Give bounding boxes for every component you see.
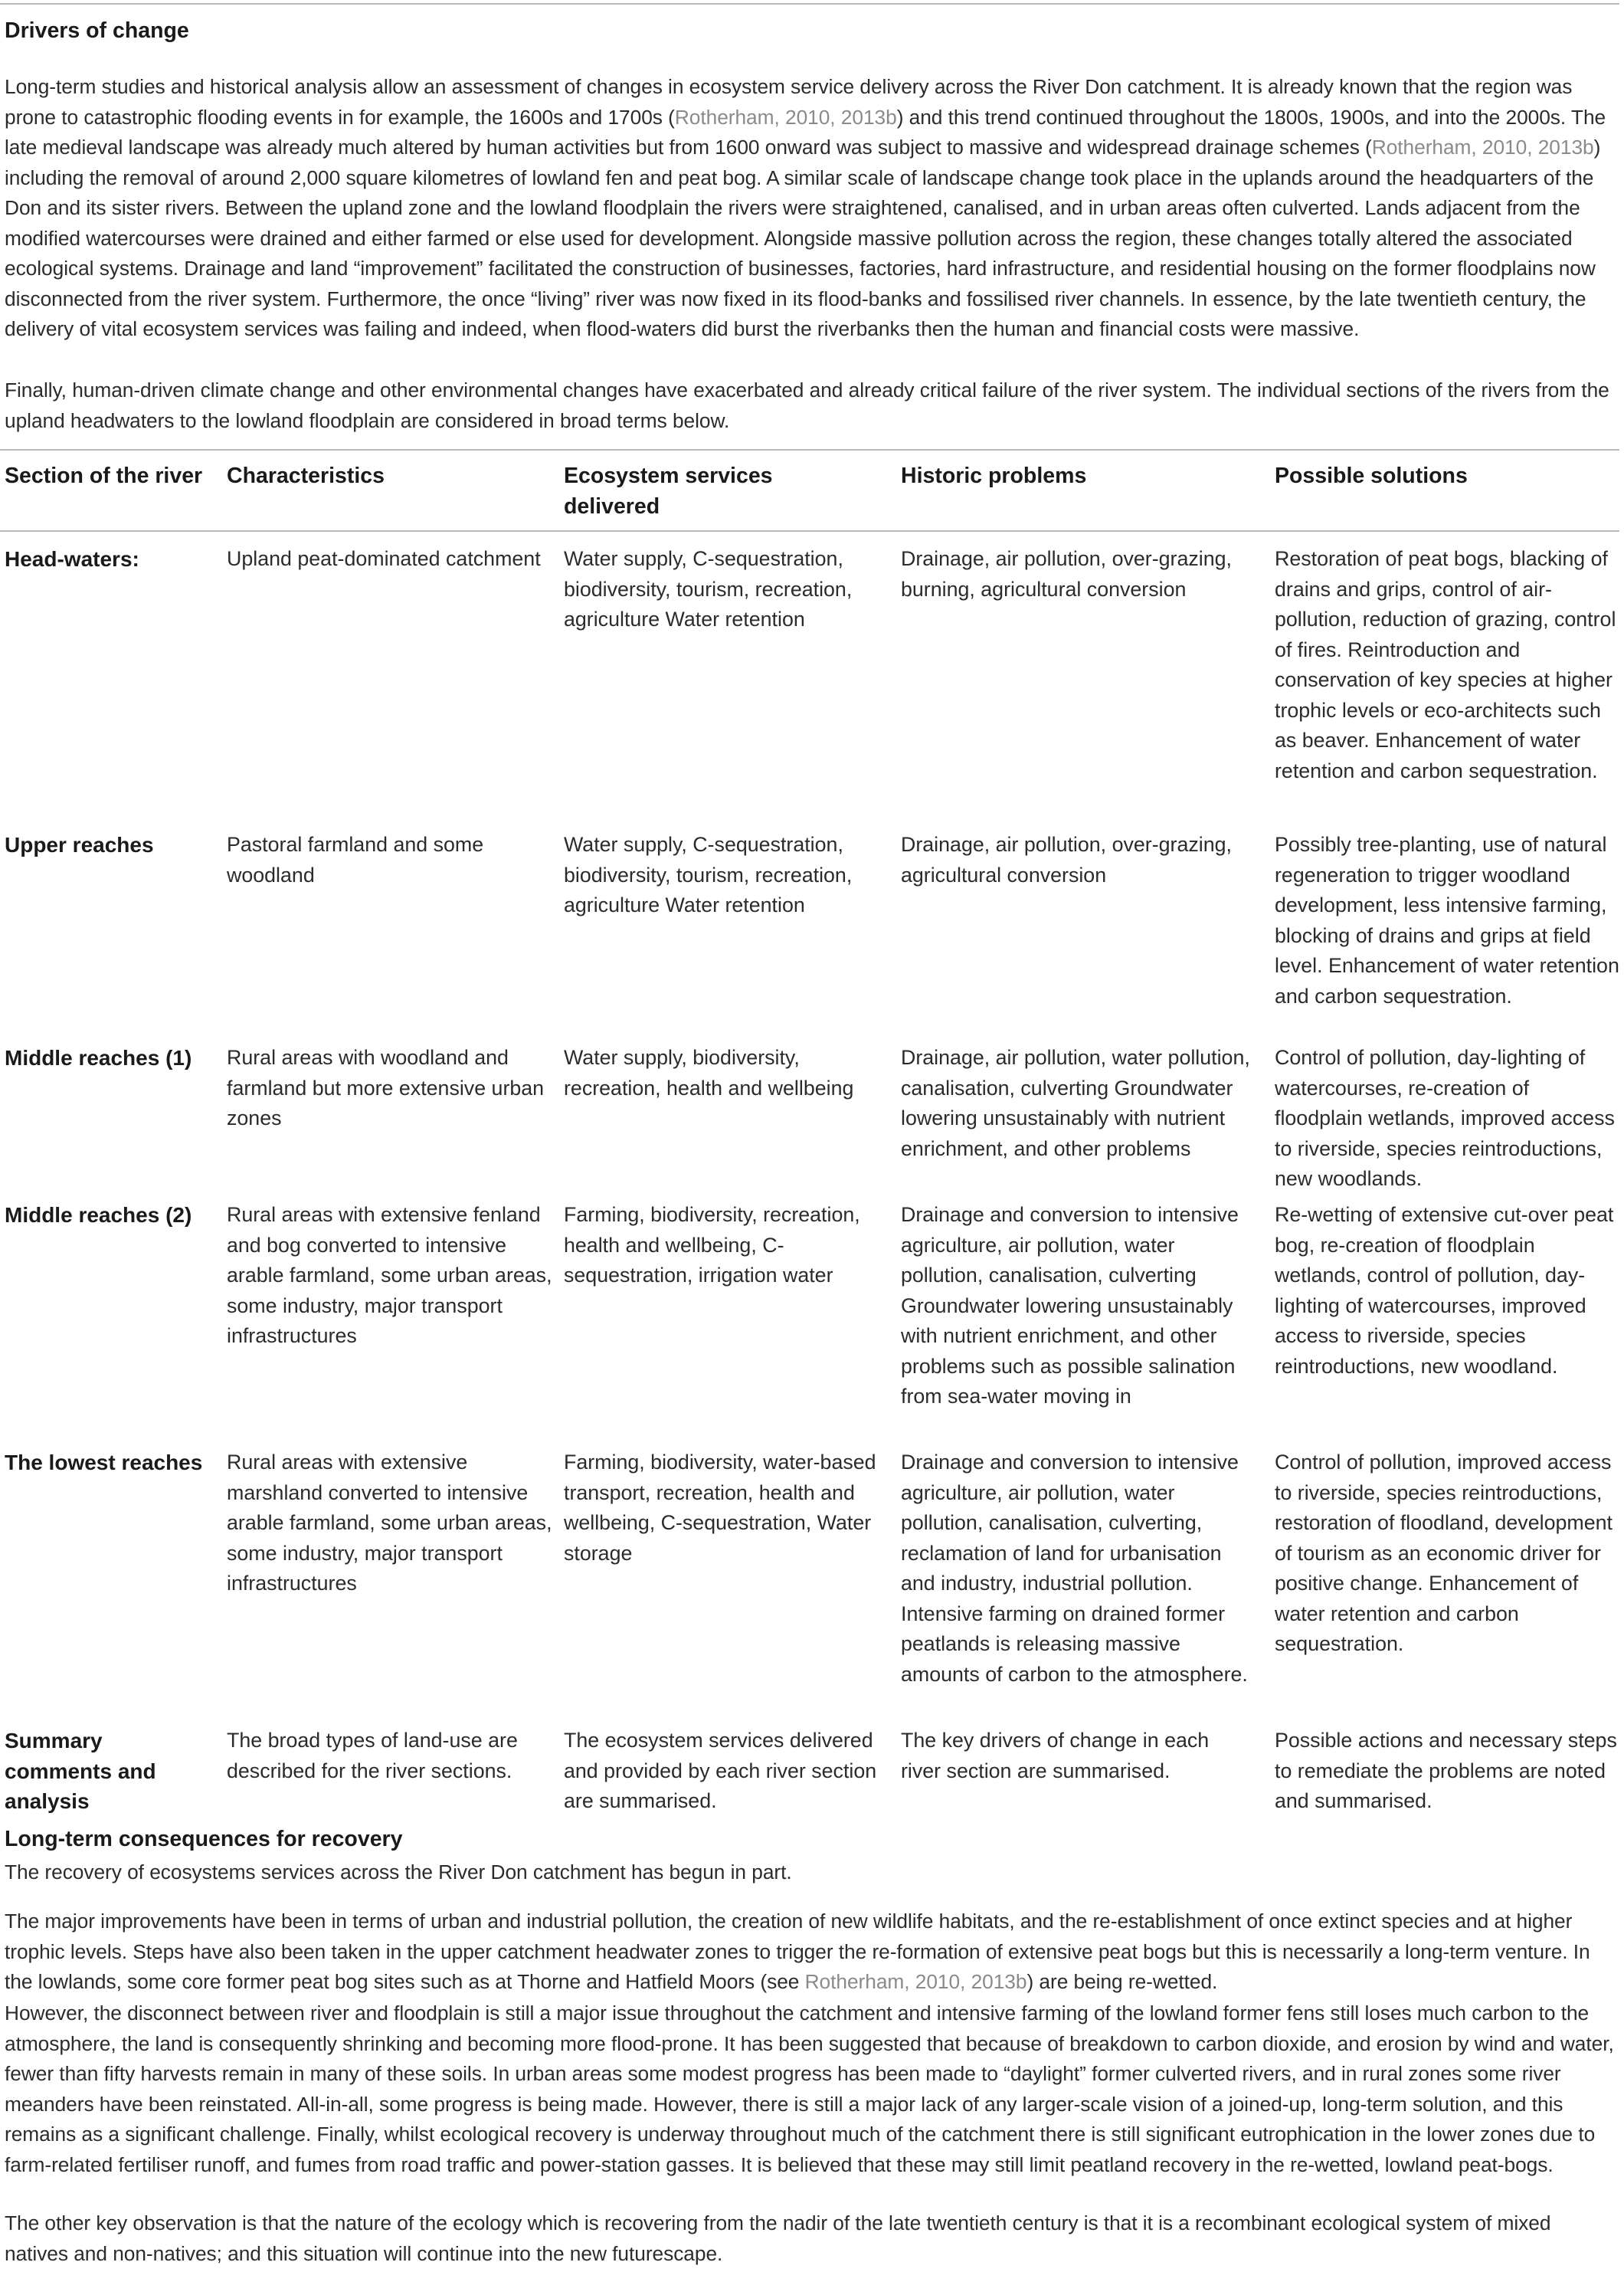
table-header-divider — [0, 530, 1619, 532]
row-characteristics: Rural areas with extensive marshland converted to intensive arable farmland, some urban areas, some industry, major transport infrastructures — [227, 1451, 552, 1595]
top-divider — [0, 3, 1619, 5]
header-characteristics: Characteristics — [227, 464, 385, 488]
row-problems: Drainage, air pollution, water pollution, canalisation, culverting Groundwater lowering unsustainably with nutrient enrichment, and other problems — [901, 1046, 1250, 1160]
row-services: Water supply, C-sequestration, biodiversity, tourism, recreation, agriculture Water retention — [564, 833, 853, 916]
consequences-paragraph-1: The recovery of ecosystems services across the River Don catchment has begun in part. — [5, 1861, 792, 1883]
text-run: ) including the removal of around 2,000 square kilometres of lowland fen and peat bog. A similar scale of landscape change took place in the uplands around the headquarters of the Don and its sister rivers. Between the upland zone and the lowland floodplain the rivers were straightened, canalised, and in urban areas often culverted. Lands adjacent from the modified watercourses were drained and either farmed or else used for development. Alongside massive pollution across the region, these changes totally altered the associated ecological systems. Drainage and land “improvement” facilitated the construction of businesses, factories, hard infrastructure, and residential housing on the former floodplains now disconnected from the river system. Furthermore, the once “living” river was now fixed in its flood-banks and fossilised river channels. In essence, by the late twentieth century, the delivery of vital ecosystem services was failing and indeed, when flood-waters did burst the riverbanks then the human and financial costs were massive. — [5, 136, 1601, 340]
table-top-divider — [0, 449, 1619, 451]
row-solutions: Possible actions and necessary steps to remediate the problems are noted and summarised. — [1275, 1729, 1617, 1812]
section-title-consequences: Long-term consequences for recovery — [5, 1827, 403, 1851]
header-services: Ecosystem services delivered — [564, 464, 773, 519]
citation-link[interactable]: Rotherham, 2010, 2013b — [674, 105, 897, 129]
row-services: Farming, biodiversity, water-based transport, recreation, health and wellbeing, C-sequestration, Water storage — [564, 1451, 876, 1565]
row-problems: Drainage, air pollution, over-grazing, burning, agricultural conversion — [901, 547, 1232, 601]
row-characteristics: Upland peat-dominated catchment — [227, 547, 541, 570]
consequences-paragraph-4: The other key observation is that the nature of the ecology which is recovering from the nadir of the late twentieth century is that it is a recombinant ecological system of mixed natives and non-natives; and this situation will continue into the new futurescape. — [5, 2211, 1551, 2265]
row-section-label: Middle reaches (1) — [5, 1046, 192, 1070]
drivers-paragraph-1 — [5, 72, 1618, 345]
row-solutions: Control of pollution, day-lighting of watercourses, re-creation of floodplain wetlands, improved access to riverside, species reintroductions, new woodlands. — [1275, 1046, 1615, 1190]
section-title-drivers: Drivers of change — [5, 18, 189, 43]
header-solutions: Possible solutions — [1275, 464, 1468, 488]
row-solutions: Control of pollution, improved access to riverside, species reintroductions, restoration of floodland, development of tourism as an economic driver for positive change. Enhancement of water retention and carbon sequestration. — [1275, 1451, 1613, 1655]
row-problems: The key drivers of change in each river section are summarised. — [901, 1729, 1210, 1782]
text-run: ) and this trend continued throughout the 1800s, 1900s, and into the 2000s. The late medieval landscape was already much altered by human activities but from 1600 onward was subject to massive and widespread drainage schemes ( — [5, 105, 1606, 159]
row-problems: Drainage and conversion to intensive agriculture, air pollution, water pollution, canalisation, culverting Groundwater lowering unsustainably with nutrient enrichment, and other problems such as possible salination from sea-water moving in — [901, 1203, 1239, 1408]
text-run: Long-term studies and historical analysis allow an assessment of changes in ecosystem service delivery across the River Don catchment. It is already known that the region was prone to catastrophic flooding events in for example, the 1600s and 1700s ( — [5, 75, 1573, 129]
header-section: Section of the river — [5, 464, 203, 488]
row-section-label: The lowest reaches — [5, 1451, 203, 1474]
row-characteristics: The broad types of land-use are described for the river sections. — [227, 1729, 518, 1782]
row-characteristics: Pastoral farmland and some woodland — [227, 833, 484, 887]
citation-link[interactable]: Rotherham, 2010, 2013b — [804, 1970, 1027, 1993]
row-solutions: Possibly tree-planting, use of natural regeneration to trigger woodland development, less intensive farming, blocking of drains and grips at field level. Enhancement of water retention and carbon sequestration. — [1275, 833, 1619, 1008]
row-characteristics: Rural areas with extensive fenland and bog converted to intensive arable farmland, some urban areas, some industry, major transport infrastructures — [227, 1203, 552, 1347]
row-services: Water supply, C-sequestration, biodiversity, tourism, recreation, agriculture Water retention — [564, 547, 853, 631]
text-run: The major improvements have been in terms of urban and industrial pollution, the creation of new wildlife habitats, and the re-establishment of once extinct species and at higher trophic levels. Steps have also been taken in the upper catchment headwater zones to trigger the re-formation of extensive peat bogs but this is necessarily a long-term venture. In the lowlands, some core former peat bog sites such as at Thorne and Hatfield Moors (see — [5, 1910, 1590, 1993]
consequences-paragraph-3: However, the disconnect between river and floodplain is still a major issue throughout the catchment and intensive farming of the lowland former fens still loses much carbon to the atmosphere, the land is consequently shrinking and becoming more flood-prone. It has been suggested that because of breakdown to carbon dioxide, and erosion by wind and water, fewer than fifty harvests remain in many of these soils. In urban areas some modest progress has been made to “daylight” former culverted rivers, and in rural zones some river meanders have been reinstated. All-in-all, some progress is being made. However, there is still a major lack of any larger-scale vision of a joined-up, long-term solution, and this remains as a significant challenge. Finally, whilst ecological recovery is underway throughout much of the catchment there is still significant eutrophication in the lower zones due to farm-related fertiliser runoff, and fumes from road traffic and power-station gasses. It is believed that these may still limit peatland recovery in the re-wetted, lowland peat-bogs. — [5, 2002, 1614, 2176]
table-header-row — [5, 461, 1621, 525]
row-services: Farming, biodiversity, recreation, health and wellbeing, C-sequestration, irrigation water — [564, 1203, 860, 1287]
row-section-label: Middle reaches (2) — [5, 1203, 192, 1227]
row-solutions: Restoration of peat bogs, blacking of drains and grips, control of air-pollution, reduction of grazing, control of fires. Reintroduction and conservation of key species at higher trophic levels or eco-architects such as beaver. Enhancement of water retention and carbon sequestration. — [1275, 547, 1616, 782]
consequences-paragraph-2 — [5, 1906, 1618, 1998]
row-section-label: Summary comments and analysis — [5, 1729, 156, 1813]
row-section-label: Head-waters: — [5, 547, 139, 571]
row-services: Water supply, biodiversity, recreation, health and wellbeing — [564, 1046, 854, 1100]
row-problems: Drainage and conversion to intensive agriculture, air pollution, water pollution, canalisation, culverting, reclamation of land for urbanisation and industry, industrial pollution. Intensive farming on drained former peatlands is releasing massive amounts of carbon to the atmosphere. — [901, 1451, 1248, 1686]
row-section-label: Upper reaches — [5, 833, 154, 857]
citation-link[interactable]: Rotherham, 2010, 2013b — [1371, 136, 1594, 159]
row-problems: Drainage, air pollution, over-grazing, agricultural conversion — [901, 833, 1232, 887]
header-problems: Historic problems — [901, 464, 1087, 488]
row-characteristics: Rural areas with woodland and farmland but more extensive urban zones — [227, 1046, 545, 1129]
row-services: The ecosystem services delivered and provided by each river section are summarised. — [564, 1729, 877, 1812]
text-run: ) are being re-wetted. — [1026, 1970, 1218, 1993]
row-solutions: Re-wetting of extensive cut-over peat bog, re-creation of floodplain wetlands, control of pollution, day-lighting of watercourses, improved access to riverside, species reintroductions, new woodland. — [1275, 1203, 1614, 1378]
drivers-paragraph-2: Finally, human-driven climate change and other environmental changes have exacerbated and already critical failure of the river system. The individual sections of the rivers from the upland headwaters to the lowland floodplain are considered in broad terms below. — [5, 379, 1609, 432]
